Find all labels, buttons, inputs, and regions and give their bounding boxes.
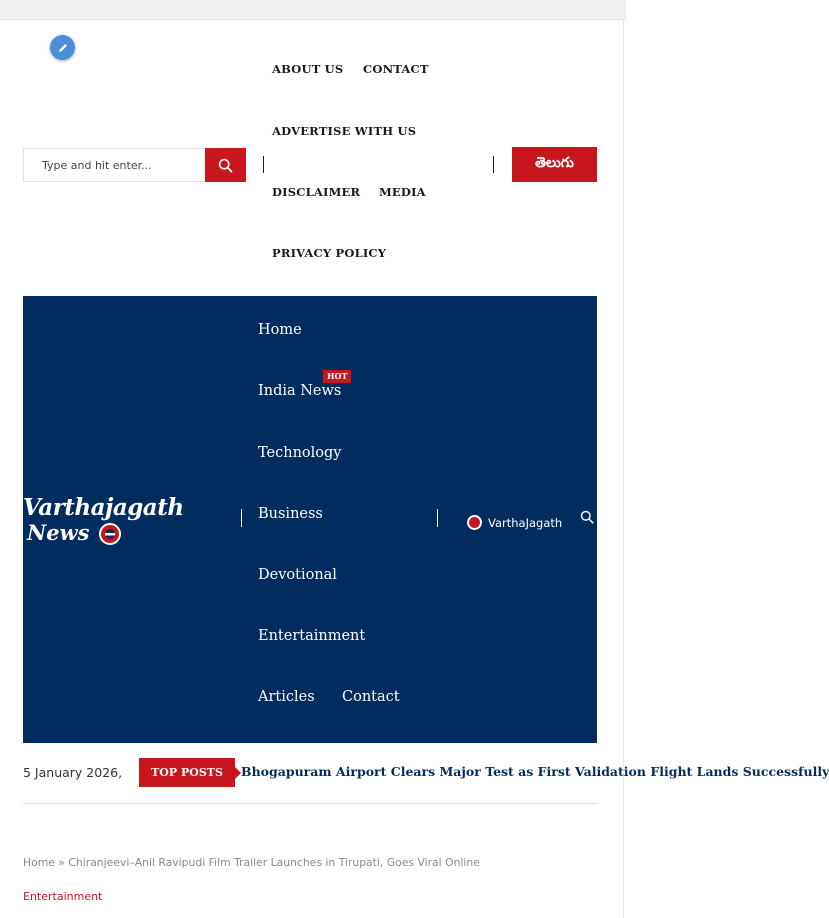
search-button[interactable]	[205, 148, 246, 182]
nav-divider-right	[437, 509, 438, 527]
header-link-media[interactable]: MEDIA	[379, 185, 426, 199]
nav-item-home[interactable]: Home	[258, 322, 302, 338]
nav-divider-left	[241, 509, 242, 527]
search-input[interactable]	[24, 149, 205, 181]
account-name: VarthaJagath	[488, 515, 563, 530]
ticker-headline[interactable]: Bhogapuram Airport Clears Major Test as First Validation Flight Lands Successfully	[241, 764, 829, 779]
edit-button[interactable]	[50, 35, 75, 60]
header-divider-left	[263, 156, 264, 173]
news-ticker	[241, 763, 829, 783]
breadcrumb	[23, 856, 480, 869]
nav-item-entertainment[interactable]: Entertainment	[258, 628, 366, 644]
breadcrumb-home[interactable]: Home	[23, 856, 55, 869]
main-navigation	[23, 296, 597, 743]
current-date: 5 January 2026,	[23, 765, 123, 780]
divider	[23, 803, 597, 804]
page-edge	[623, 20, 624, 918]
browser-top-strip	[0, 0, 626, 20]
breadcrumb-separator: »	[58, 856, 65, 869]
nav-item-business[interactable]: Business	[258, 506, 323, 522]
header-link-disclaimer[interactable]: DISCLAIMER	[272, 185, 361, 199]
logo-title: Varthajagath	[23, 494, 184, 521]
nav-item-articles[interactable]: Articles	[258, 689, 315, 705]
nav-search-icon[interactable]	[580, 510, 594, 524]
header-search	[23, 148, 245, 182]
nav-item-devotional[interactable]: Devotional	[258, 567, 337, 583]
pencil-icon	[57, 42, 69, 54]
user-account[interactable]	[467, 515, 562, 530]
logo-emblem-icon	[99, 523, 121, 545]
nav-item-india-news[interactable]: India News	[258, 383, 342, 399]
article-category[interactable]: Entertainment	[23, 890, 103, 903]
top-posts-label: TOP POSTS	[139, 758, 235, 787]
breadcrumb-current: Chiranjeevi–Anil Ravipudi Film Trailer Launches in Tirupati, Goes Viral Online	[68, 856, 480, 869]
header-link-privacy-policy[interactable]: PRIVACY POLICY	[272, 246, 387, 260]
header-link-advertise[interactable]: ADVERTISE WITH US	[272, 124, 417, 138]
nav-item-contact[interactable]: Contact	[342, 689, 400, 705]
avatar	[467, 515, 482, 530]
language-button[interactable]: తెలుగు	[512, 147, 597, 182]
header-link-contact[interactable]: CONTACT	[363, 62, 429, 76]
nav-item-technology[interactable]: Technology	[258, 445, 342, 461]
logo-subtitle: News	[27, 520, 90, 545]
header-link-about-us[interactable]: ABOUT US	[272, 62, 344, 76]
search-icon	[218, 158, 233, 173]
header-divider-right	[493, 156, 494, 173]
hot-badge: HOT	[323, 370, 351, 383]
site-logo[interactable]	[23, 494, 213, 548]
